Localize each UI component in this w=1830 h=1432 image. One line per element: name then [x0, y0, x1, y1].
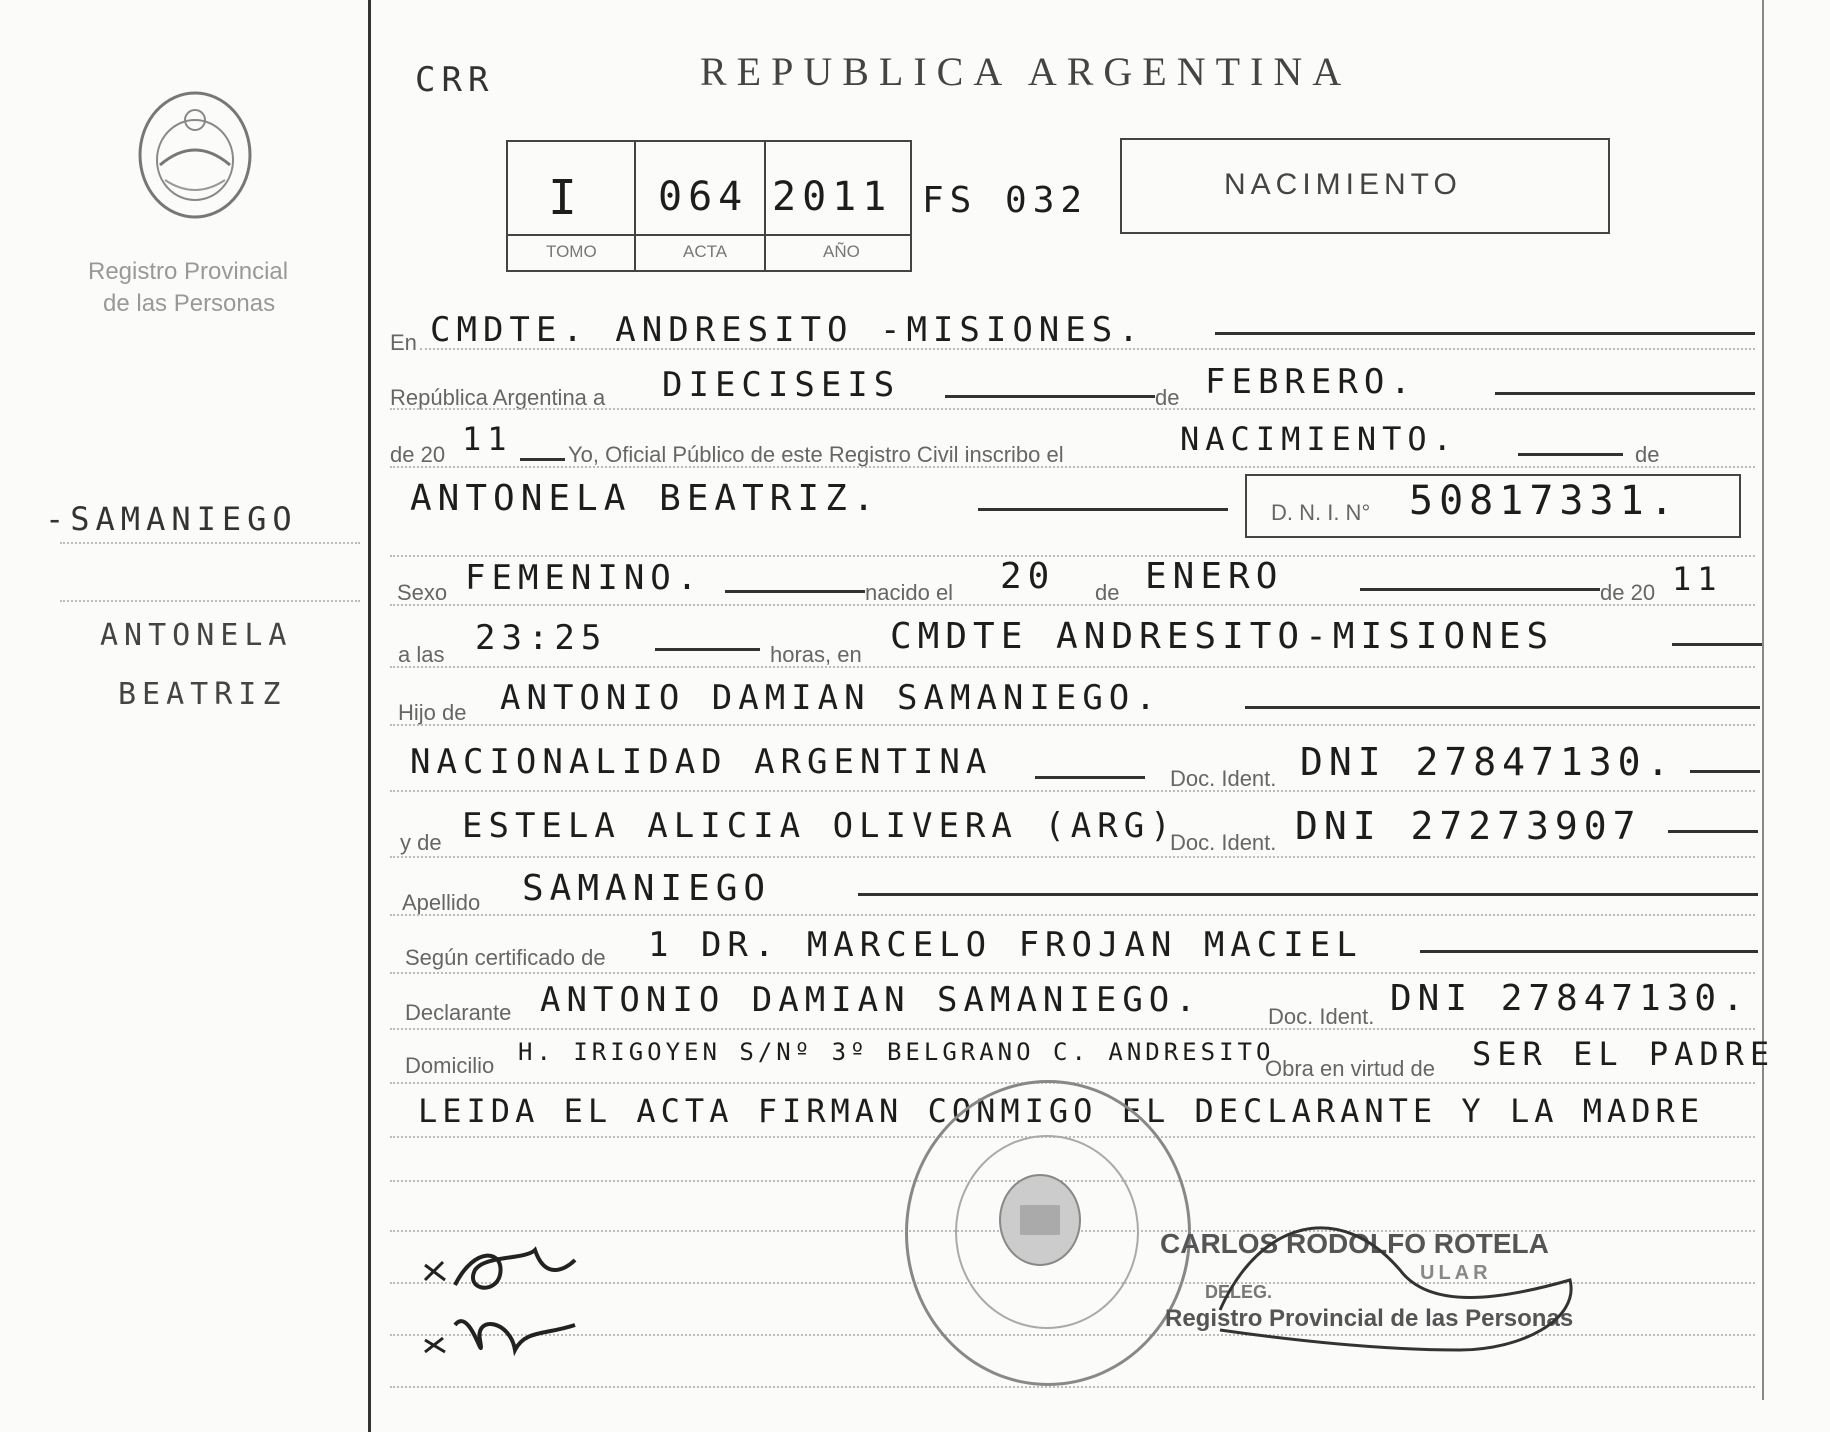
- field-dash: [1495, 392, 1755, 395]
- field-dash: [1420, 950, 1758, 953]
- stamp-name: CARLOS RODOLFO ROTELA: [1160, 1228, 1549, 1259]
- seal-emblem-icon: [985, 1160, 1095, 1280]
- label-alas: a las: [398, 642, 445, 667]
- margin-surname: -SAMANIEGO: [45, 500, 298, 538]
- country-title: REPUBLICA ARGENTINA: [700, 49, 1352, 94]
- record-code: CRR: [415, 60, 495, 100]
- field-certificado: 1 DR. MARCELO FROJAN MACIEL: [648, 925, 1363, 965]
- anio-label: AÑO: [823, 242, 860, 261]
- field-dash: [1360, 588, 1600, 591]
- tomo-label: TOMO: [546, 242, 597, 261]
- official-signature: [1200, 1180, 1590, 1380]
- registry-name-line1: Registro Provincial: [88, 258, 289, 285]
- tomo-value: I: [548, 170, 583, 226]
- field-nac-anio: 11: [1672, 560, 1723, 598]
- field-dash: [945, 395, 1155, 398]
- anio-value: 2011: [772, 174, 893, 220]
- dotline: [390, 856, 1755, 858]
- dni-box: [1245, 474, 1741, 538]
- field-dash: [1690, 770, 1760, 773]
- dotline: [390, 972, 1755, 974]
- margin-rule: [368, 0, 371, 1432]
- field-nac-mes: ENERO: [1145, 556, 1284, 597]
- label-domicilio: Domicilio: [405, 1053, 495, 1078]
- dotline: [390, 790, 1755, 792]
- label-obra: Obra en virtud de: [1265, 1056, 1435, 1081]
- margin-dotline: [60, 600, 360, 602]
- folio-value: FS 032: [922, 180, 1089, 221]
- record-type: NACIMIENTO: [1224, 168, 1462, 201]
- field-dash: [1518, 453, 1623, 456]
- label-doc1: Doc. Ident.: [1170, 766, 1277, 791]
- margin-name2: BEATRIZ: [118, 677, 287, 712]
- field-nac-dia: 20: [1000, 556, 1056, 597]
- label-nacido: nacido el: [865, 580, 954, 605]
- registry-name-line2: de las Personas: [103, 290, 276, 317]
- label-declarante: Declarante: [405, 1000, 512, 1025]
- field-nombre: ANTONELA BEATRIZ.: [410, 478, 881, 519]
- field-dash: [1215, 332, 1755, 335]
- label-doc2: Doc. Ident.: [1170, 830, 1277, 855]
- handwritten-signature: [415, 1240, 595, 1380]
- label-yde: y de: [400, 830, 442, 855]
- dotline: [420, 348, 1755, 350]
- field-dash: [978, 508, 1228, 511]
- record-id-box: [506, 140, 912, 272]
- field-dash: [858, 893, 1758, 896]
- dotline: [390, 408, 1755, 410]
- label-de: de: [1155, 385, 1180, 410]
- field-madre: ESTELA ALICIA OLIVERA (ARG): [462, 806, 1177, 846]
- margin-dotline: [60, 542, 360, 544]
- label-apellido: Apellido: [402, 890, 481, 915]
- label-dni: D. N. I. N°: [1271, 500, 1371, 525]
- margin-name1: ANTONELA: [100, 618, 293, 653]
- field-lugar-nac: CMDTE ANDRESITO-MISIONES: [890, 616, 1555, 657]
- dotline: [390, 1386, 1755, 1388]
- label-sexo: Sexo: [397, 580, 448, 605]
- field-domicilio: H. IRIGOYEN S/Nº 3º BELGRANO C. ANDRESITO: [518, 1038, 1275, 1066]
- dotline: [390, 1028, 1755, 1030]
- acta-value: 064: [658, 174, 749, 220]
- field-dash: [1035, 776, 1145, 779]
- field-dash: [725, 590, 865, 593]
- label-de20: de 20: [390, 442, 446, 467]
- field-cierre: LEIDA EL ACTA FIRMAN CONMIGO EL DECLARANTE Y LA MADRE: [418, 1092, 1705, 1130]
- field-dash: [1668, 830, 1758, 833]
- dotline: [390, 914, 1755, 916]
- field-hecho: NACIMIENTO.: [1180, 420, 1458, 458]
- field-dash: [655, 648, 760, 651]
- field-dia-letras: DIECISEIS: [662, 365, 901, 405]
- field-nacionalidad: NACIONALIDAD ARGENTINA: [410, 742, 993, 782]
- field-padre: ANTONIO DAMIAN SAMANIEGO.: [500, 678, 1162, 718]
- field-lugar: CMDTE. ANDRESITO -MISIONES.: [430, 310, 1145, 350]
- label-yo: Yo, Oficial Público de este Registro Civil inscribo el: [568, 442, 1064, 467]
- stamp-org: Registro Provincial de las Personas: [1165, 1305, 1574, 1332]
- label-de20b: de 20: [1600, 580, 1656, 605]
- field-hora: 23:25: [475, 618, 608, 658]
- field-mes-letras: FEBRERO.: [1205, 362, 1417, 402]
- field-declarante: ANTONIO DAMIAN SAMANIEGO.: [540, 980, 1202, 1020]
- label-republica: República Argentina a: [390, 385, 606, 410]
- dotline: [390, 555, 1755, 557]
- field-dash: [520, 458, 565, 461]
- field-padre-doc: DNI 27847130.: [1300, 740, 1676, 784]
- label-de-mes: de: [1095, 580, 1120, 605]
- acta-label: ACTA: [683, 242, 728, 261]
- label-de-end: de: [1635, 442, 1660, 467]
- label-segun: Según certificado de: [405, 945, 606, 970]
- field-declarante-doc: DNI 27847130.: [1390, 978, 1750, 1019]
- field-dash: [1245, 706, 1760, 709]
- dotline: [390, 666, 1755, 668]
- provincial-emblem-icon: [125, 80, 265, 230]
- label-en: En: [390, 330, 417, 355]
- dotline: [390, 466, 1755, 468]
- dotline: [390, 604, 1755, 606]
- field-sexo: FEMENINO.: [465, 558, 704, 598]
- label-doc3: Doc. Ident.: [1268, 1004, 1375, 1029]
- record-type-box: [1120, 138, 1610, 234]
- field-motivo: SER EL PADRE: [1472, 1035, 1776, 1073]
- label-horas: horas, en: [770, 642, 862, 667]
- field-dni: 50817331.: [1409, 478, 1680, 524]
- field-apellido: SAMANIEGO: [522, 868, 772, 909]
- stamp-deleg: DELEG.: [1205, 1282, 1273, 1302]
- field-dash: [1672, 643, 1762, 646]
- dotline: [390, 724, 1755, 726]
- field-anio-suffix: 11: [462, 420, 513, 458]
- stamp-role: ULAR: [1420, 1262, 1492, 1284]
- label-hijo: Hijo de: [398, 700, 467, 725]
- field-madre-doc: DNI 27273907: [1295, 804, 1642, 848]
- right-edge: [1762, 0, 1764, 1400]
